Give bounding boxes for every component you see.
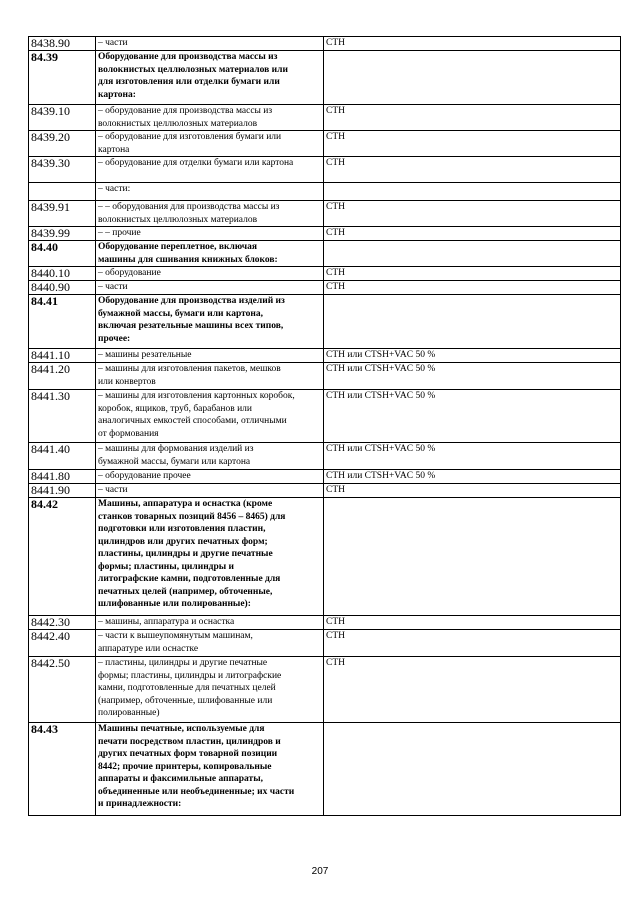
description-line: аппараты и факсимильные аппараты, — [98, 774, 264, 784]
origin-rule-cell — [324, 498, 621, 616]
description-line: волокнистых целлюлозных материалов или — [98, 64, 288, 75]
table-row — [29, 363, 621, 390]
description-cell — [96, 281, 324, 295]
hs-code-cell: 8441.40 — [29, 443, 96, 470]
description-line: формы; пластины, цилиндры и литографские — [98, 670, 282, 681]
description-line: шлифованные или полированные): — [98, 599, 251, 609]
description-line: подготовки или изготовления пластин, — [98, 524, 266, 534]
description-line: формы; пластины, цилиндры и — [98, 561, 235, 572]
description-cell — [96, 51, 324, 105]
description-line: прочее: — [98, 333, 131, 344]
origin-rule-cell: СТН — [324, 630, 621, 657]
origin-rule-cell: СТН или CTSH+VAC 50 % — [324, 443, 621, 470]
origin-rule-cell: СТН или CTSH+VAC 50 % — [324, 363, 621, 390]
description-line: волокнистых целлюлозных материалов — [98, 214, 258, 225]
table-row — [29, 484, 621, 498]
origin-rule-cell: СТН — [324, 157, 621, 183]
description-line: для изготовления или отделки бумаги или — [98, 77, 280, 87]
description-line: цилиндров или других печатных форм; — [98, 536, 268, 547]
description-cell — [96, 443, 324, 470]
description-line: Машины, аппаратура и оснастка (кроме — [98, 499, 273, 509]
description-line: – части — [98, 38, 128, 48]
hs-code-cell: 8442.40 — [29, 630, 96, 657]
table-row — [29, 657, 621, 723]
table-row — [29, 470, 621, 484]
description-cell — [96, 183, 324, 201]
origin-rule-cell — [324, 241, 621, 267]
description-line: полированные) — [98, 708, 160, 718]
table-body — [29, 37, 621, 816]
origin-rule-cell — [324, 51, 621, 105]
origin-rule-cell — [324, 183, 621, 201]
description-cell — [96, 105, 324, 131]
description-line: и принадлежности: — [98, 799, 182, 809]
description-cell — [96, 470, 324, 484]
origin-rule-cell — [324, 295, 621, 349]
description-line: – – прочие — [98, 228, 141, 238]
description-line: – оборудование — [98, 268, 161, 278]
description-line: – – оборудования для производства массы из — [98, 202, 280, 212]
hs-code-cell: 8441.90 — [29, 484, 96, 498]
description-cell — [96, 498, 324, 616]
table-row — [29, 201, 621, 227]
hs-code-cell: 8441.20 — [29, 363, 96, 390]
table-row — [29, 443, 621, 470]
heading-row — [29, 498, 621, 616]
description-line: картона: — [98, 89, 136, 100]
hs-code-cell: 84.43 — [29, 723, 96, 816]
description-line: – части к вышеупомянутым машинам, — [98, 631, 253, 641]
origin-rule-cell: СТН или CTSH+VAC 50 % — [324, 470, 621, 484]
description-line: Оборудование для производства изделий из — [98, 296, 285, 306]
description-cell — [96, 37, 324, 51]
description-cell — [96, 241, 324, 267]
description-line: картона — [98, 144, 130, 155]
description-line: волокнистых целлюлозных материалов — [98, 118, 258, 129]
description-line: печати посредством пластин, цилиндров и — [98, 736, 281, 747]
description-line: – машины для изготовления пакетов, мешков — [98, 364, 281, 374]
description-line: – части — [98, 282, 128, 292]
description-line: – пластины, цилиндры и другие печатные — [98, 658, 268, 668]
description-line: – оборудование для отделки бумаги или картона — [98, 158, 294, 168]
origin-rule-cell: СТН — [324, 267, 621, 281]
origin-rule-cell: СТН или CTSH+VAC 50 % — [324, 349, 621, 363]
hs-code-cell: 8439.20 — [29, 131, 96, 157]
table-row — [29, 227, 621, 241]
hs-code-cell: 8442.50 — [29, 657, 96, 723]
hs-code-cell: 8440.10 — [29, 267, 96, 281]
hs-code-cell: 8442.30 — [29, 616, 96, 630]
table-row — [29, 267, 621, 281]
hs-code-cell: 84.41 — [29, 295, 96, 349]
description-line: включая резательные машины всех типов, — [98, 321, 284, 331]
table-row — [29, 37, 621, 51]
description-line: литографские камни, подготовленные для — [98, 574, 281, 584]
description-line: – оборудование для производства массы из — [98, 106, 273, 116]
description-line: – машины для изготовления картонных коробок, — [98, 391, 295, 401]
hs-code-cell: 84.42 — [29, 498, 96, 616]
description-cell — [96, 267, 324, 281]
origin-rule-cell: СТН — [324, 484, 621, 498]
description-cell — [96, 201, 324, 227]
description-cell — [96, 295, 324, 349]
description-line: камни, подготовленные для печатных целей — [98, 683, 276, 693]
hs-code-cell: 8439.30 — [29, 157, 96, 183]
table-row — [29, 157, 621, 183]
description-line: или конвертов — [98, 376, 156, 387]
origin-rule-cell: СТН — [324, 227, 621, 241]
heading-row — [29, 723, 621, 816]
origin-rule-cell: СТН — [324, 201, 621, 227]
description-line: – части: — [98, 184, 131, 194]
origin-rule-cell: СТН или CTSH+VAC 50 % — [324, 390, 621, 443]
heading-row — [29, 51, 621, 105]
origin-rule-cell: СТН — [324, 657, 621, 723]
description-cell — [96, 131, 324, 157]
description-line: других печатных форм товарной позиции — [98, 749, 278, 759]
description-line: аналогичных емкостей способами, отличными — [98, 416, 287, 426]
description-line: – оборудование для изготовления бумаги или — [98, 132, 282, 142]
hs-code-cell: 8441.30 — [29, 390, 96, 443]
description-line: бумажной массы, бумаги или картона — [98, 456, 251, 467]
description-line: Машины печатные, используемые для — [98, 724, 265, 734]
description-line: 8442; прочие принтеры, копировальные — [98, 761, 272, 772]
table-row — [29, 616, 621, 630]
origin-rule-cell: СТН — [324, 616, 621, 630]
origin-rule-cell: СТН — [324, 105, 621, 131]
description-line: машины для сшивания книжных блоков: — [98, 254, 278, 265]
table-row — [29, 105, 621, 131]
description-cell — [96, 363, 324, 390]
description-line: аппаратуре или оснастке — [98, 643, 199, 654]
description-line: Оборудование для производства массы из — [98, 52, 278, 62]
description-line: пластины, цилиндры и другие печатные — [98, 549, 273, 559]
description-cell — [96, 616, 324, 630]
hs-code-cell — [29, 183, 96, 201]
heading-row — [29, 295, 621, 349]
table-row — [29, 349, 621, 363]
description-line: – машины резательные — [98, 350, 192, 360]
table-row — [29, 630, 621, 657]
origin-rule-cell: СТН — [324, 131, 621, 157]
table-row — [29, 183, 621, 201]
description-cell — [96, 630, 324, 657]
description-cell — [96, 227, 324, 241]
hs-code-cell: 8439.10 — [29, 105, 96, 131]
description-line: бумажной массы, бумаги или картона, — [98, 308, 263, 319]
hs-code-cell: 8438.90 — [29, 37, 96, 51]
hs-code-cell: 8439.91 — [29, 201, 96, 227]
hs-code-cell: 8440.90 — [29, 281, 96, 295]
table-row — [29, 281, 621, 295]
table-row — [29, 131, 621, 157]
description-line: станков товарных позиций 8456 – 8465) для — [98, 511, 286, 522]
origin-rule-cell — [324, 723, 621, 816]
description-line: печатных целей (например, обточенные, — [98, 586, 273, 597]
page-number: 207 — [311, 866, 329, 877]
description-cell — [96, 484, 324, 498]
origin-rule-cell: СТН — [324, 37, 621, 51]
hs-code-cell: 84.40 — [29, 241, 96, 267]
description-line: (например, обточенные, шлифованные или — [98, 695, 273, 706]
description-line: – машины, аппаратура и оснастка — [98, 617, 235, 627]
description-cell — [96, 157, 324, 183]
hs-code-cell: 84.39 — [29, 51, 96, 105]
description-cell — [96, 390, 324, 443]
description-line: – части — [98, 485, 128, 495]
hs-code-cell: 8441.80 — [29, 470, 96, 484]
description-line: коробок, ящиков, труб, барабанов или — [98, 403, 252, 414]
heading-row — [29, 241, 621, 267]
description-cell — [96, 723, 324, 816]
description-cell — [96, 349, 324, 363]
description-line: Оборудование переплетное, включая — [98, 242, 257, 252]
description-line: от формования — [98, 428, 159, 439]
hs-code-cell: 8439.99 — [29, 227, 96, 241]
hs-code-cell: 8441.10 — [29, 349, 96, 363]
tariff-rules-table — [28, 36, 621, 816]
description-cell — [96, 657, 324, 723]
table-row — [29, 390, 621, 443]
description-line: объединенные или необъединенные; их части — [98, 786, 295, 797]
description-line: – оборудование прочее — [98, 471, 191, 481]
origin-rule-cell: СТН — [324, 281, 621, 295]
description-line: – машины для формования изделий из — [98, 444, 254, 454]
